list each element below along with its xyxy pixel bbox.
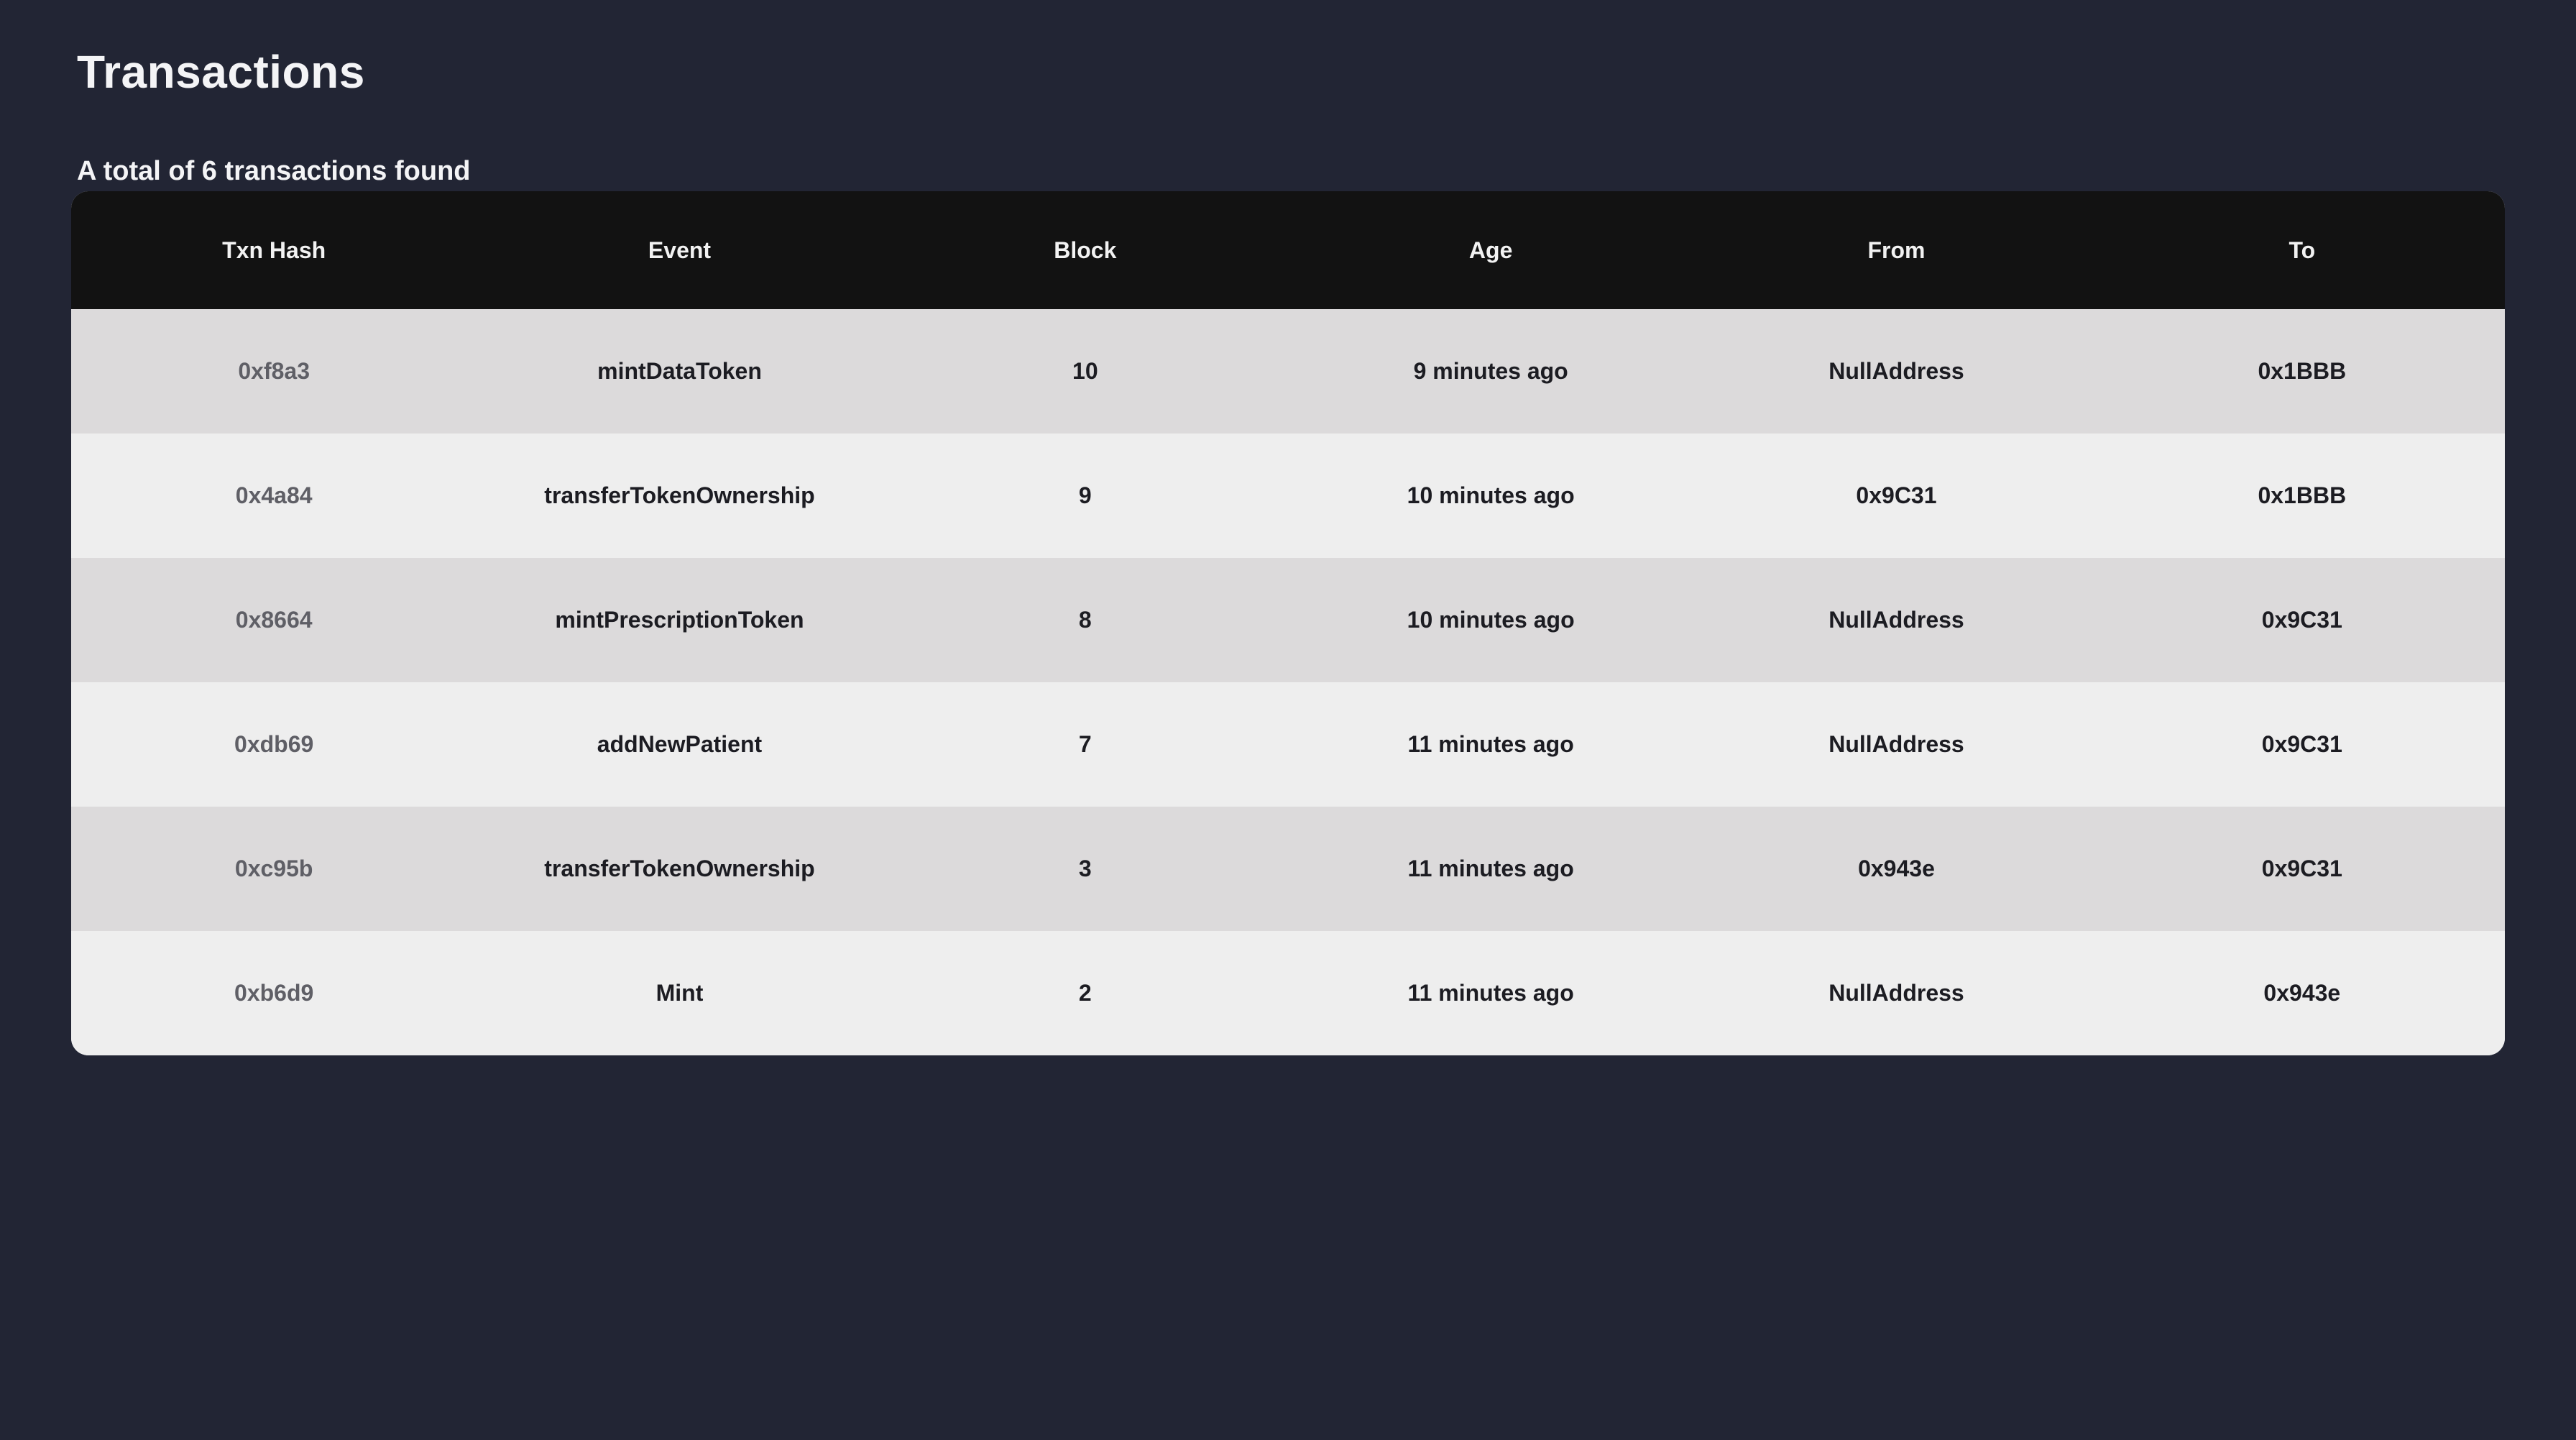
to-address-cell: 0x1BBB [2258,482,2347,508]
table-row [71,434,2505,558]
txn-hash-link[interactable]: 0xc95b [234,856,313,881]
age-cell: 10 minutes ago [1407,607,1575,633]
column-header-from: From [1867,237,1926,263]
txn-hash-link[interactable]: 0xf8a3 [238,358,310,384]
from-address-cell: 0x943e [1858,856,1935,881]
event-cell: mintPrescriptionToken [555,607,804,633]
transactions-count-summary: A total of 6 transactions found [77,156,471,186]
table-header-row [71,191,2505,309]
age-cell: 10 minutes ago [1407,482,1575,508]
event-cell: transferTokenOwnership [544,482,815,508]
table-row [71,309,2505,434]
age-cell: 11 minutes ago [1407,856,1574,881]
table-row [71,807,2505,931]
block-cell: 10 [1072,358,1098,384]
to-address-cell: 0x943e [2263,980,2341,1006]
txn-hash-link[interactable]: 0x4a84 [235,482,313,508]
block-cell: 3 [1078,856,1092,881]
table-row [71,558,2505,682]
transactions-table-container [71,191,2505,1055]
from-address-cell: NullAddress [1828,980,1964,1006]
page-title: Transactions [77,46,365,98]
column-header-age: Age [1468,237,1513,263]
block-cell: 9 [1078,482,1092,508]
event-cell: addNewPatient [597,731,763,757]
from-address-cell: 0x9C31 [1856,482,1937,508]
table-row [71,682,2505,807]
age-cell: 9 minutes ago [1413,358,1568,384]
column-header-txn-hash: Txn Hash [222,237,326,263]
from-address-cell: NullAddress [1828,358,1964,384]
to-address-cell: 0x9C31 [2261,607,2342,633]
table-row [71,931,2505,1055]
event-cell: Mint [656,980,704,1006]
column-header-to: To [2288,237,2316,263]
from-address-cell: NullAddress [1828,607,1964,633]
event-cell: mintDataToken [597,358,762,384]
to-address-cell: 0x1BBB [2258,358,2347,384]
table-header [71,191,2505,309]
to-address-cell: 0x9C31 [2261,856,2342,881]
block-cell: 7 [1078,731,1092,757]
to-address-cell: 0x9C31 [2261,731,2342,757]
age-cell: 11 minutes ago [1407,731,1574,757]
column-header-block: Block [1054,237,1117,263]
from-address-cell: NullAddress [1828,731,1964,757]
table-body [71,309,2505,1055]
txn-hash-link[interactable]: 0x8664 [235,607,313,633]
txn-hash-link[interactable]: 0xb6d9 [234,980,314,1006]
event-cell: transferTokenOwnership [544,856,815,881]
transactions-table [71,191,2505,1055]
column-header-event: Event [648,237,712,263]
age-cell: 11 minutes ago [1407,980,1574,1006]
block-cell: 8 [1078,607,1092,633]
block-cell: 2 [1078,980,1092,1006]
txn-hash-link[interactable]: 0xdb69 [234,731,314,757]
